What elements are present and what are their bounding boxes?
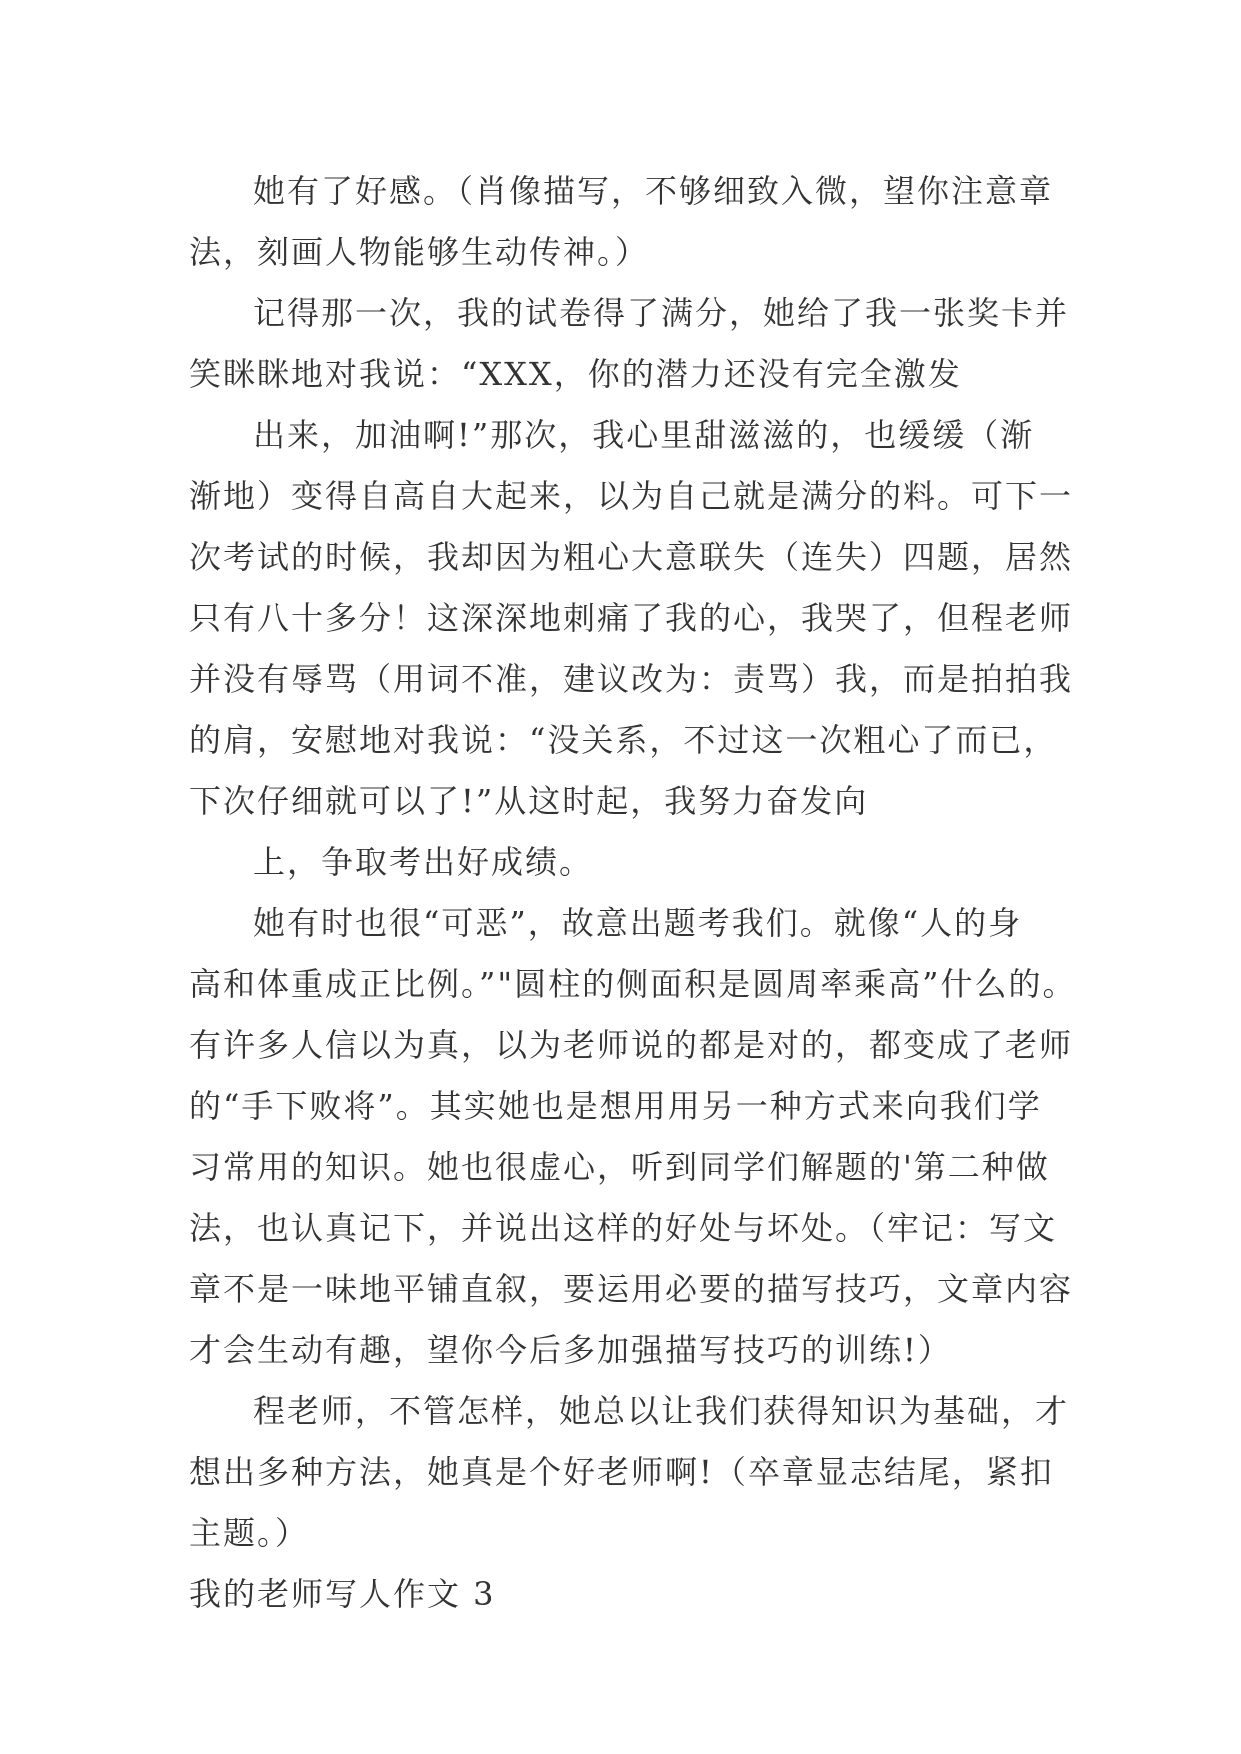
text-line: 有许多人信以为真，以为老师说的都是对的，都变成了老师: [189, 1026, 1074, 1064]
text-line: 并没有辱骂（用词不准，建议改为：责骂）我，而是拍拍我: [189, 660, 1074, 698]
essay-body: [189, 161, 1077, 1625]
text-line: 上，争取考出好成绩。: [253, 843, 594, 881]
text-line: 的“手下败将”。其实她也是想用用另一种方式来向我们学: [189, 1087, 1042, 1125]
text-line: 下次仔细就可以了!”从这时起，我努力奋发向: [189, 782, 869, 820]
text-line: 她有了好感。（肖像描写，不够细致入微，望你注意章: [253, 172, 1054, 210]
text-line: 法，也认真记下，并说出这样的好处与坏处。（牢记：写文: [189, 1209, 1058, 1247]
text-line: 想出多种方法，她真是个好老师啊!（卒章显志结尾，紧扣: [189, 1453, 1054, 1491]
text-line: 渐地）变得自高自大起来，以为自己就是满分的料。可下一: [189, 477, 1074, 515]
text-line: 只有八十多分！这深深地刺痛了我的心，我哭了，但程老师: [189, 599, 1074, 637]
text-line: 主题。）: [189, 1514, 310, 1552]
text-line: 笑眯眯地对我说：“XXX，你的潜力还没有完全激发: [189, 355, 962, 393]
text-line: 她有时也很“可恶”，故意出题考我们。就像“人的身: [253, 904, 1023, 942]
text-line: 才会生动有趣，望你今后多加强描写技巧的训练!）: [189, 1331, 952, 1369]
text-line: 次考试的时候，我却因为粗心大意联失（连失）四题，居然: [189, 538, 1074, 576]
text-line: 高和体重成正比例。”"圆柱的侧面积是圆周率乘高”什么的。: [189, 965, 1077, 1003]
text-line: 程老师，不管怎样，她总以让我们获得知识为基础，才: [253, 1392, 1070, 1430]
text-line: 法，刻画人物能够生动传神。）: [189, 233, 650, 271]
text-line: 的肩，安慰地对我说：“没关系，不过这一次粗心了而已，: [189, 721, 1058, 759]
text-line: 习常用的知识。她也很虚心，听到同学们解题的'第二种做: [189, 1148, 1050, 1186]
text-line: 记得那一次，我的试卷得了满分，她给了我一张奖卡并: [253, 294, 1070, 332]
text-line: 出来，加油啊!”那次，我心里甜滋滋的，也缓缓（渐: [253, 416, 1035, 454]
section-heading: 我的老师写人作文 3: [189, 1575, 496, 1613]
text-line: 章不是一味地平铺直叙，要运用必要的描写技巧，文章内容: [189, 1270, 1074, 1308]
